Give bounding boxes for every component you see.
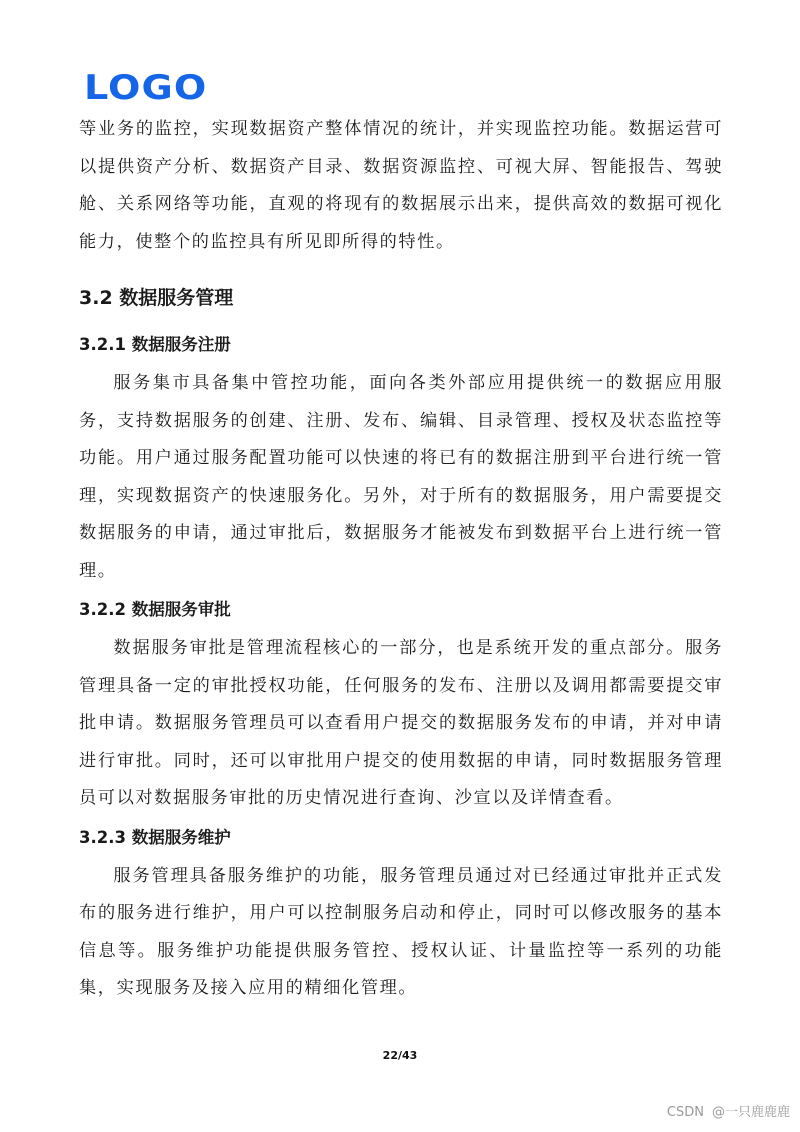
intro-paragraph: 等业务的监控，实现数据资产整体情况的统计，并实现监控功能。数据运营可以提供资产分析、数据资产目录、数据资源监控、可视大屏、智能报告、驾驶舱、关系网络等功能，直观的将现有的数据展示出来，提供高效的数据可视化能力，使整个的监控具有所见即所得的特性。 [79, 119, 723, 252]
watermark [667, 1101, 790, 1120]
subsection-heading-maintenance: 3.2.3 数据服务维护 [79, 827, 231, 847]
maintenance-paragraph: 服务管理具备服务维护的功能，服务管理员通过对已经通过审批并正式发布的服务进行维护，用户可以控制服务启动和停止，同时可以修改服务的基本信息等。服务维护功能提供服务管控、授权认证、计量监控等一系列的功能集，实现服务及接入应用的精细化管理。 [79, 865, 723, 998]
registration-paragraph: 服务集市具备集中管控功能，面向各类外部应用提供统一的数据应用服务，支持数据服务的创建、注册、发布、编辑、目录管理、授权及状态监控等功能。用户通过服务配置功能可以快速的将已有的数据注册到平台进行统一管理，实现数据资产的快速服务化。另外，对于所有的数据服务，用户需要提交数据服务的申请，通过审批后，数据服务才能被发布到数据平台上进行统一管理。 [79, 373, 723, 581]
watermark-site: CSDN [666, 1105, 704, 1120]
page-number: 22/43 [382, 1049, 418, 1062]
document-body [79, 111, 723, 1008]
approval-paragraph: 数据服务审批是管理流程核心的一部分，也是系统开发的重点部分。服务管理具备一定的审批授权功能，任何服务的发布、注册以及调用都需要提交审批申请。数据服务管理员可以查看用户提交的数据服务发布的申请，并对申请进行审批。同时，还可以审批用户提交的使用数据的申请，同时数据服务管理员可以对数据服务审批的历史情况进行查询、沙宣以及详情查看。 [79, 638, 723, 808]
logo: LOGO [84, 68, 208, 108]
section-heading: 3.2 数据服务管理 [79, 287, 234, 309]
subsection-heading-approval: 3.2.2 数据服务审批 [79, 600, 231, 619]
watermark-author: @一只鹿鹿鹿 [711, 1105, 790, 1120]
subsection-heading-registration: 3.2.1 数据服务注册 [79, 335, 231, 354]
